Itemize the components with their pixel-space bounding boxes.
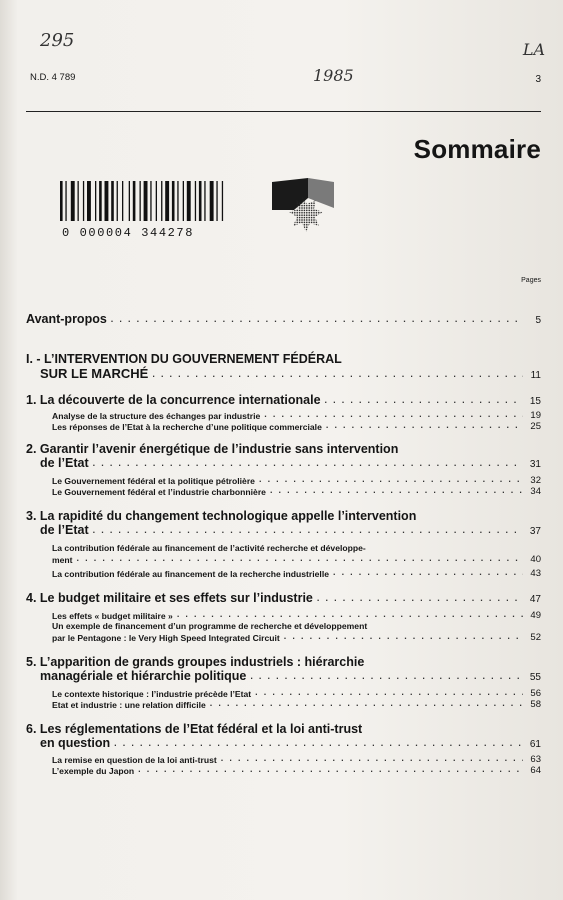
barcode-bar [83, 181, 84, 221]
toc-section-6[interactable]: en question . . . 61 [40, 736, 541, 750]
toc-part-1[interactable]: SUR LE MARCHÉ . . . 11 [40, 366, 541, 381]
document-reference: N.D. 4 789 [30, 72, 76, 83]
barcode-bar [140, 181, 141, 221]
barcode-bar [144, 181, 148, 221]
toc-section-1[interactable]: 1. La découverte de la concurrence internationale . . . 15 [26, 393, 541, 407]
page-title: Sommaire [413, 134, 541, 164]
toc-subsection[interactable]: Les réponses de l’Etat à la recherche d’une politique commerciale . . . 25 [52, 421, 541, 432]
barcode-bar [78, 181, 79, 221]
barcode-bar [71, 181, 75, 221]
barcode-bar [177, 181, 178, 221]
barcode-bar [210, 181, 214, 221]
barcode-bar [204, 181, 205, 221]
toc-subsection[interactable]: Les effets « budget militaire » . . . 49 [52, 610, 541, 621]
barcode-bar [122, 181, 123, 221]
toc-subsection[interactable]: Le contexte historique : l’industrie précède l’Etat . . . 56 [52, 688, 541, 699]
toc-section-2-heading[interactable]: 2. Garantir l’avenir énergétique de l’industrie sans intervention [26, 442, 399, 456]
toc-part-1-heading[interactable]: I. - L’INTERVENTION DU GOUVERNEMENT FÉDÉRAL [26, 352, 342, 366]
toc-subsection-line[interactable]: Un exemple de financement d’un programme de recherche et développement [52, 621, 368, 631]
toc-subsection-line[interactable]: La contribution fédérale au financement de l’activité recherche et développe- [52, 543, 366, 553]
table-of-contents [26, 312, 541, 776]
barcode-bar [150, 181, 151, 221]
toc-section-3[interactable]: de l’Etat . . . 37 [40, 523, 541, 537]
barcode-bar [105, 181, 109, 221]
toc-subsection[interactable]: La contribution fédérale au financement de la recherche industrielle . . . 43 [52, 568, 541, 579]
barcode-bar [65, 181, 66, 221]
toc-subsection[interactable]: Etat et industrie : une relation difficile . . . 58 [52, 699, 541, 710]
barcode-bar [156, 181, 157, 221]
barcode-bar [216, 181, 217, 221]
barcode-bar [133, 181, 136, 221]
toc-subsection[interactable]: L’exemple du Japon . . . 64 [52, 765, 541, 776]
barcode-bar [187, 181, 191, 221]
barcode-bar [172, 181, 175, 221]
barcode-number: 0 000004 344278 [62, 226, 195, 240]
toc-section-4[interactable]: 4. Le budget militaire et ses effets sur l’industrie . . . 47 [26, 591, 541, 605]
toc-subsection[interactable]: Analyse de la structure des échanges par industrie . . . 19 [52, 410, 541, 421]
toc-subsection[interactable]: Le Gouvernement fédéral et la politique pétrolière . . . 32 [52, 475, 541, 486]
barcode-bar [199, 181, 202, 221]
barcode-bar [99, 181, 102, 221]
handwritten-year: 1985 [313, 66, 354, 85]
barcode-bar [87, 181, 91, 221]
toc-entry-avant-propos[interactable]: Avant-propos . . . 5 [26, 312, 541, 326]
publisher-logo [272, 178, 334, 238]
barcode-bar [165, 181, 169, 221]
page-number: 3 [535, 74, 541, 85]
toc-subsection[interactable]: Le Gouvernement fédéral et l’industrie charbonnière . . . 34 [52, 486, 541, 497]
barcode-bar [222, 181, 223, 221]
barcode-bar [95, 181, 96, 221]
toc-section-2[interactable]: de l’Etat . . . 31 [40, 456, 541, 470]
pages-column-label: Pages [521, 277, 541, 284]
toc-section-6-heading[interactable]: 6. Les réglementations de l’Etat fédéral et la loi anti-trust [26, 722, 363, 736]
toc-subsection[interactable]: par le Pentagone : le Very High Speed Integrated Circuit . . . 52 [52, 632, 541, 643]
barcode-bar [117, 181, 118, 221]
toc-section-3-heading[interactable]: 3. La rapidité du changement technologique appelle l’intervention [26, 509, 417, 523]
barcode-bar [183, 181, 184, 221]
handwritten-number: 295 [40, 30, 75, 51]
header-divider [26, 111, 541, 112]
barcode-bar [60, 181, 63, 221]
barcode-bar [161, 181, 162, 221]
barcode-bar [129, 181, 130, 221]
toc-section-5-heading[interactable]: 5. L’apparition de grands groupes industriels : hiérarchie [26, 655, 365, 669]
toc-section-5[interactable]: managériale et hiérarchie politique . . . 55 [40, 669, 541, 683]
handwritten-initials: LA [522, 40, 545, 59]
barcode-bar [111, 181, 114, 221]
toc-subsection[interactable]: ment . . . 40 [52, 554, 541, 565]
barcode-bar [195, 181, 196, 221]
toc-subsection[interactable]: La remise en question de la loi anti-trust . . . 63 [52, 754, 541, 765]
